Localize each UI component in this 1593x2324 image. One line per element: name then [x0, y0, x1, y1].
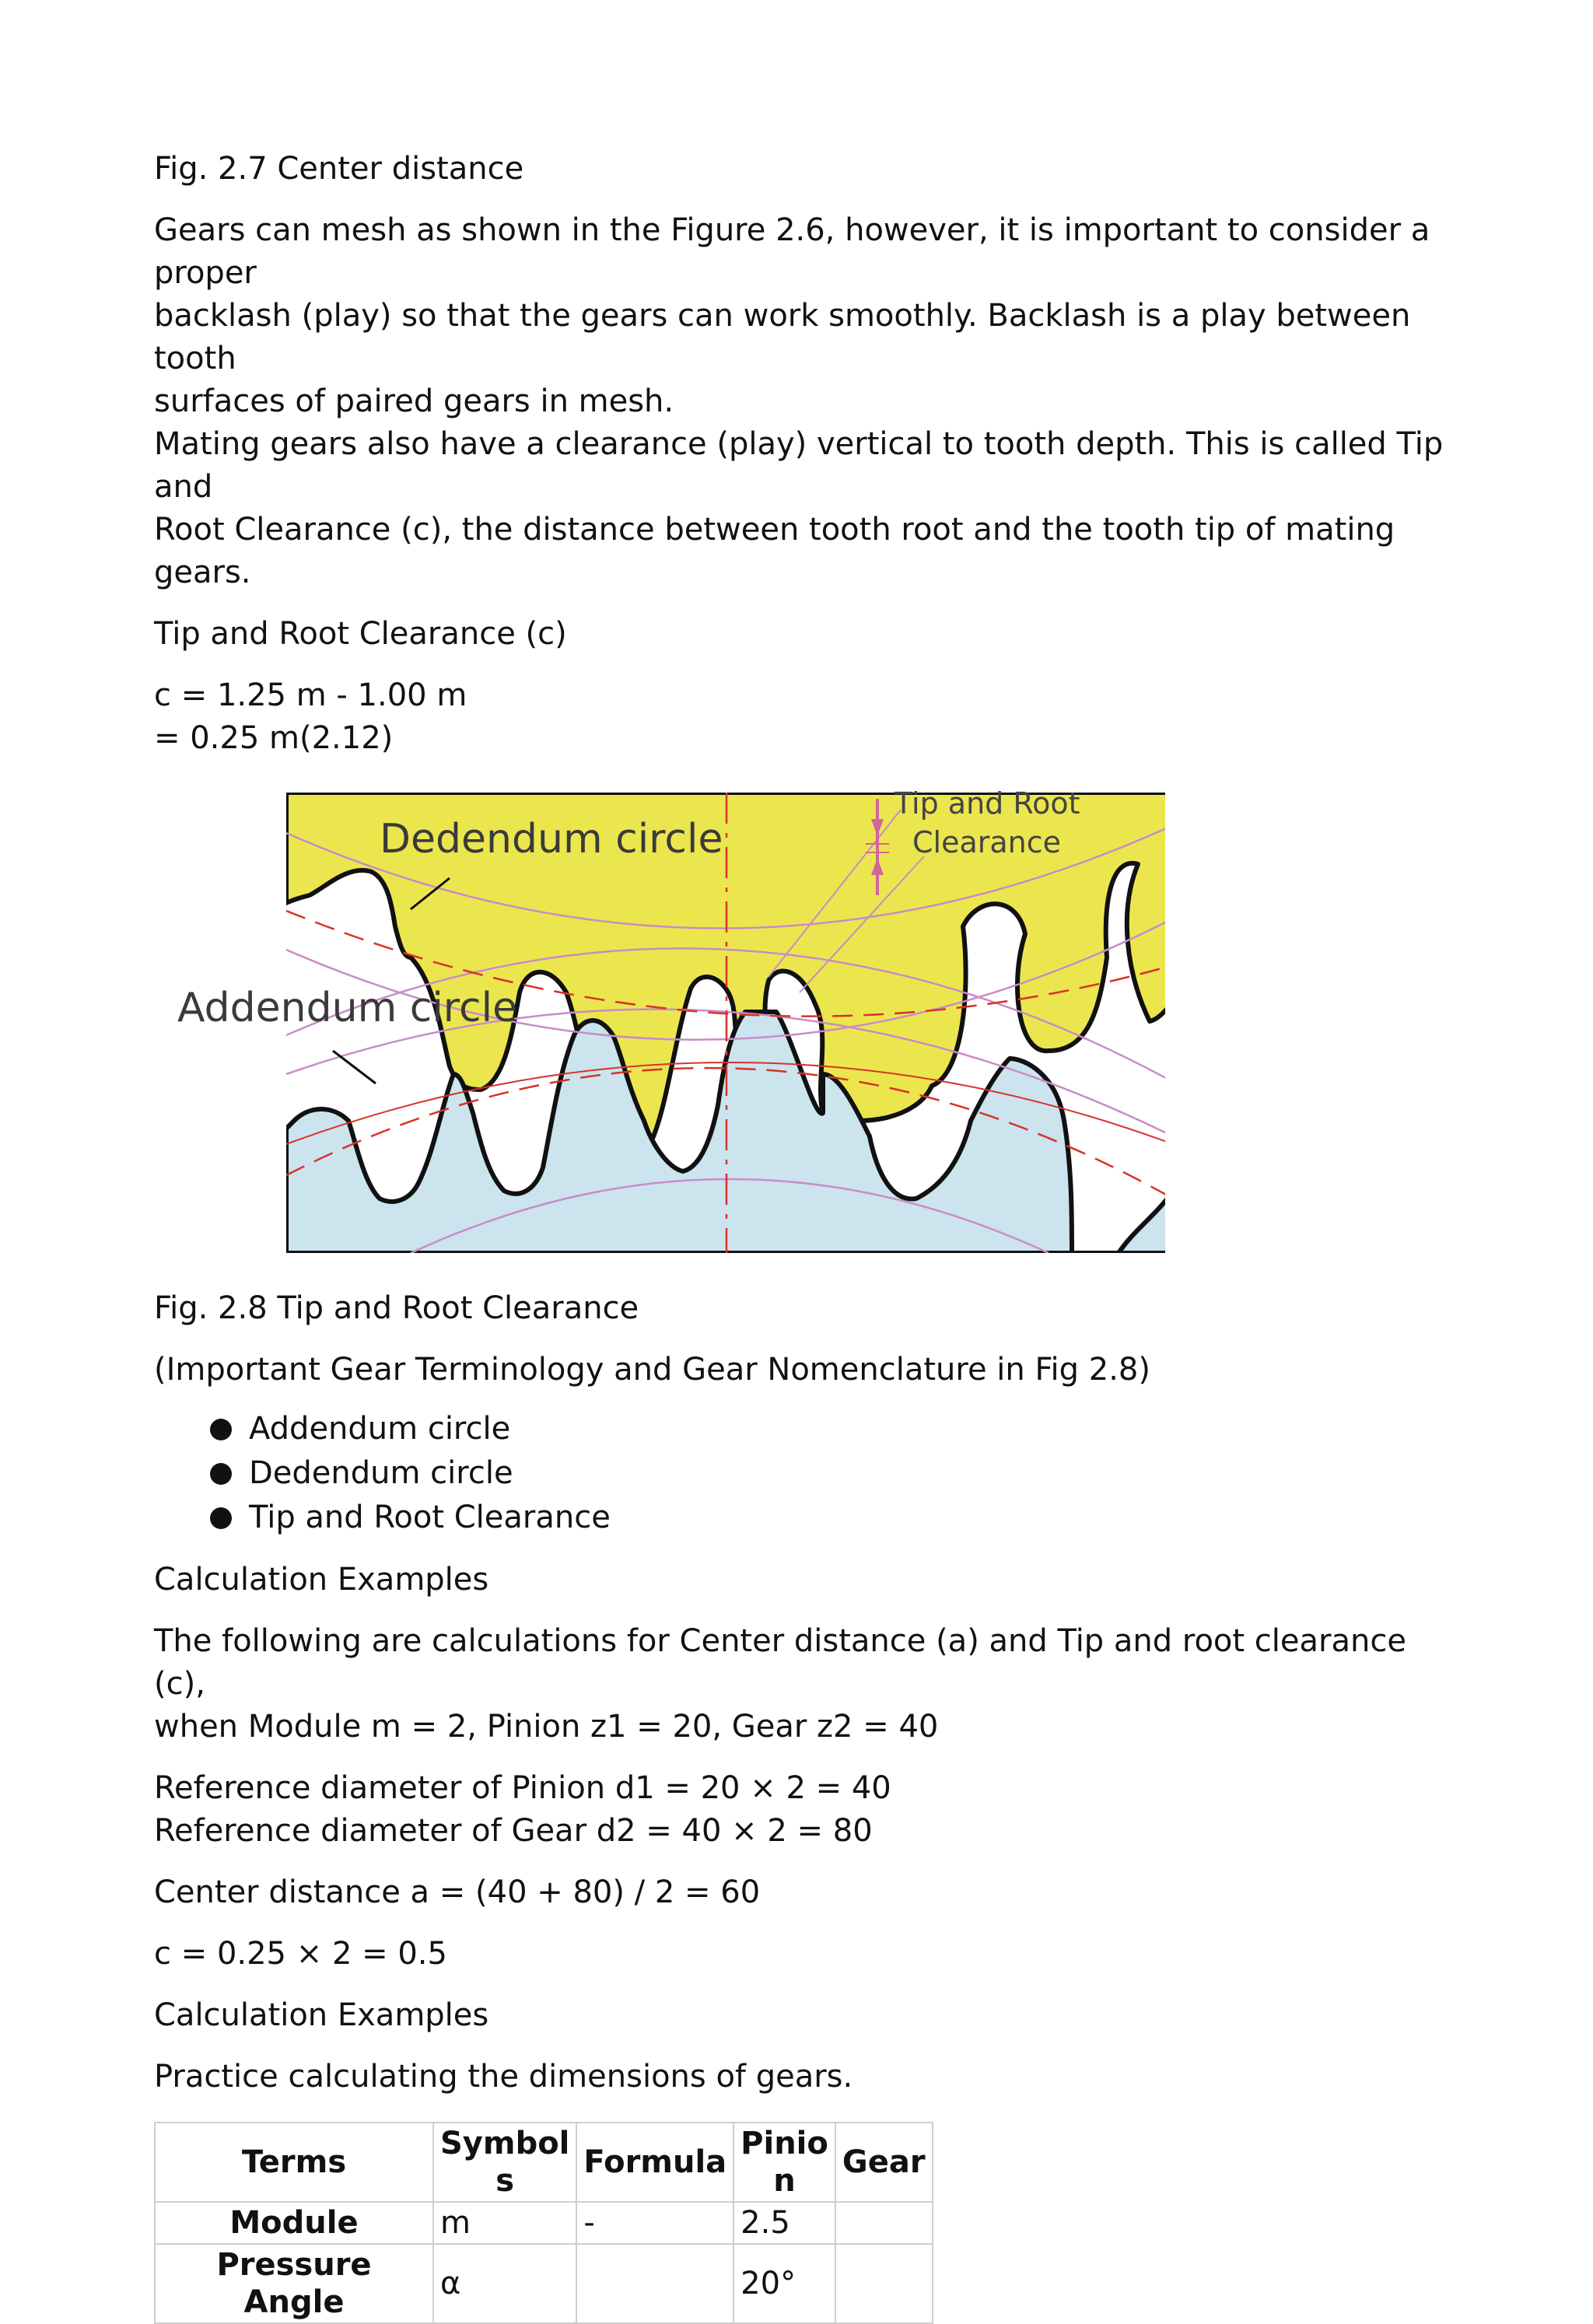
tip-root-label-line2: Clearance	[912, 825, 1062, 859]
cell-symbol: m	[433, 2202, 576, 2244]
table-row	[155, 2244, 933, 2323]
bullet-icon	[210, 1463, 232, 1485]
cell-gear	[835, 2202, 933, 2244]
table-header-row	[155, 2123, 933, 2202]
fig28-caption: Fig. 2.8 Tip and Root Clearance	[154, 1290, 639, 1326]
intro-line: Mating gears also have a clearance (play) vertical to tooth depth. This is called Tip and	[154, 426, 1444, 505]
list-item	[210, 1451, 1461, 1496]
cell-pinion: 20°	[733, 2244, 835, 2323]
terminology-list	[154, 1407, 1461, 1540]
header-pinion	[733, 2123, 835, 2202]
header-symbols	[433, 2123, 576, 2202]
list-item-label: Tip and Root Clearance	[249, 1500, 611, 1535]
intro-line: Gears can mesh as shown in the Figure 2.6, however, it is important to consider a proper	[154, 212, 1430, 291]
ref-d2: Reference diameter of Gear d2 = 40 × 2 = 80	[154, 1813, 873, 1849]
calc-heading-2: Calculation Examples	[154, 1997, 489, 2033]
intro-line: backlash (play) so that the gears can work smoothly. Backlash is a play between tooth	[154, 298, 1411, 376]
calc-heading: Calculation Examples	[154, 1562, 489, 1598]
practice-text: Practice calculating the dimensions of gears.	[154, 2059, 853, 2095]
center-distance: Center distance a = (40 + 80) / 2 = 60	[154, 1874, 761, 1910]
header-pinion-line1: Pinio	[740, 2126, 828, 2161]
cell-formula	[576, 2244, 733, 2323]
dedendum-circle-label: Dedendum circle	[380, 816, 723, 863]
cell-symbol: α	[433, 2244, 576, 2323]
bullet-icon	[210, 1419, 232, 1440]
list-item	[210, 1407, 1461, 1451]
list-item	[210, 1496, 1461, 1540]
cell-gear	[835, 2244, 933, 2323]
cell-formula: -	[576, 2202, 733, 2244]
gear-dimensions-table	[154, 2122, 933, 2324]
formula-line: c = 1.25 m - 1.00 m	[154, 677, 467, 713]
header-pinion-line2: n	[773, 2163, 796, 2199]
gear-mesh-figure	[154, 779, 1165, 1269]
header-symbols-line1: Symbol	[440, 2126, 570, 2161]
calc-intro	[154, 1620, 1461, 1748]
ref-d1: Reference diameter of Pinion d1 = 20 × 2 = 40	[154, 1770, 891, 1806]
formula-line: = 0.25 m(2.12)	[154, 720, 394, 756]
list-item-label: Dedendum circle	[249, 1455, 513, 1491]
bullet-icon	[210, 1507, 232, 1529]
header-formula: Formula	[576, 2123, 733, 2202]
table-row	[155, 2202, 933, 2244]
intro-paragraph	[154, 209, 1461, 594]
document-page	[154, 148, 1461, 2324]
reference-diameters	[154, 1767, 1461, 1853]
intro-line: surfaces of paired gears in mesh.	[154, 383, 674, 419]
cell-term: Module	[155, 2202, 433, 2244]
addendum-circle-label: Addendum circle	[177, 985, 518, 1031]
tip-root-label-line1: Tip and Root	[895, 786, 1080, 821]
header-gear: Gear	[835, 2123, 933, 2202]
terminology-note: (Important Gear Terminology and Gear Nomenclature in Fig 2.8)	[154, 1352, 1150, 1388]
calc-intro-line: The following are calculations for Center distance (a) and Tip and root clearance (c),	[154, 1623, 1406, 1702]
header-terms: Terms	[155, 2123, 433, 2202]
list-item-label: Addendum circle	[249, 1411, 511, 1447]
calc-intro-line: when Module m = 2, Pinion z1 = 20, Gear z2 = 40	[154, 1709, 939, 1745]
clearance-heading: Tip and Root Clearance (c)	[154, 616, 567, 652]
fig27-caption: Fig. 2.7 Center distance	[154, 151, 524, 187]
intro-line: Root Clearance (c), the distance between tooth root and the tooth tip of mating gears.	[154, 512, 1395, 590]
cell-term: Pressure Angle	[155, 2244, 433, 2323]
clearance-value: c = 0.25 × 2 = 0.5	[154, 1936, 447, 1972]
cell-pinion: 2.5	[733, 2202, 835, 2244]
formula-block	[154, 674, 1461, 760]
header-symbols-line2: s	[495, 2163, 515, 2199]
